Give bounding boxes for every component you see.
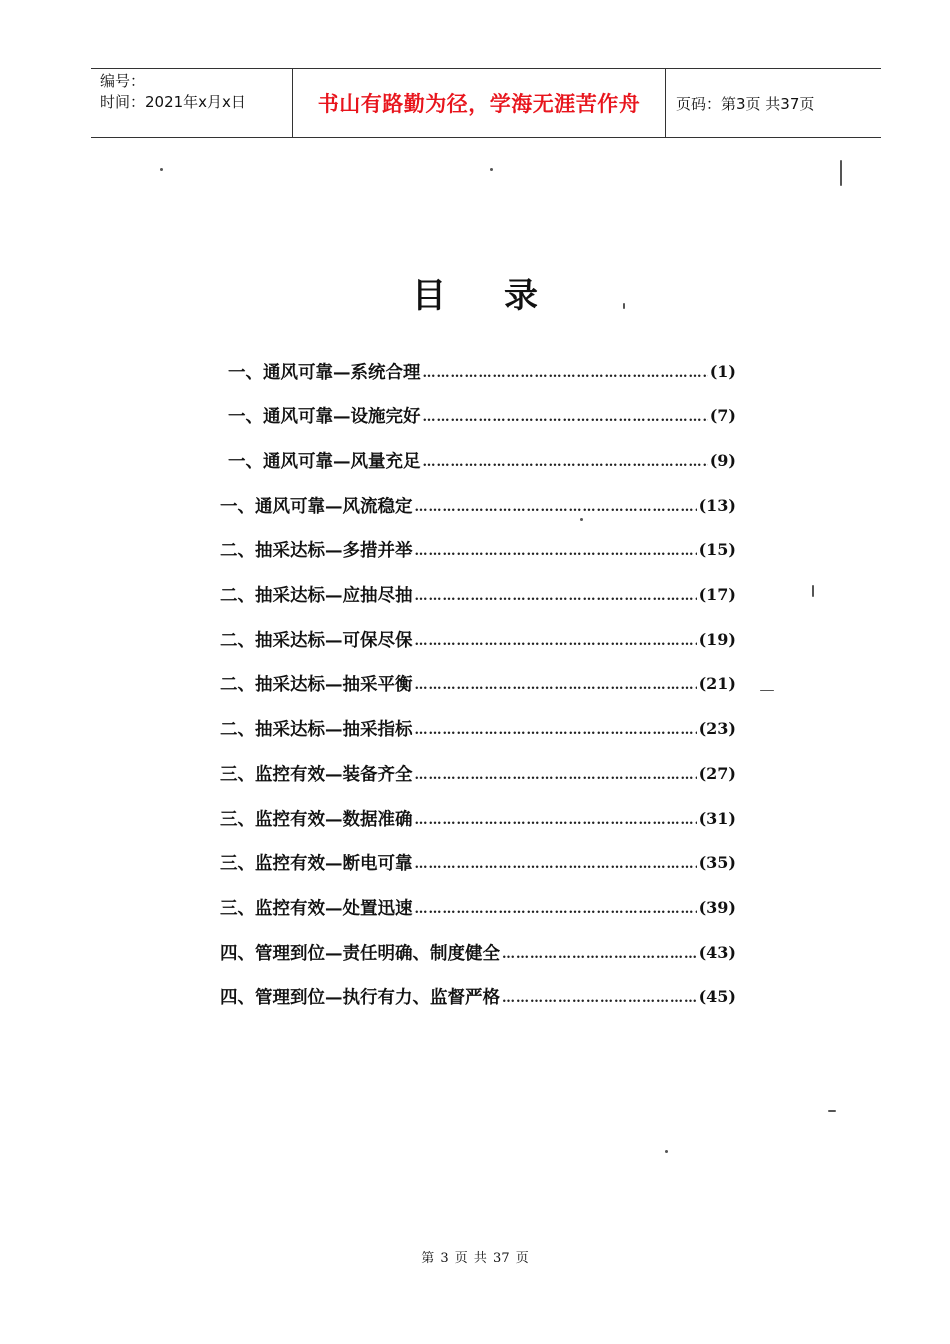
toc-entry	[220, 668, 736, 700]
scan-speck	[490, 168, 493, 171]
toc-entry-page: (15)	[698, 540, 736, 560]
toc-leader-dots	[415, 857, 697, 872]
toc-leader-dots	[415, 589, 697, 604]
toc-entry-label: 三、监控有效—装备齐全	[220, 764, 413, 785]
toc-leader-dots	[415, 723, 697, 738]
scan-speck	[160, 168, 163, 171]
toc-entry-page: (17)	[698, 585, 736, 604]
toc-entry-page: (13)	[698, 495, 736, 515]
toc-entry-page: (21)	[698, 674, 736, 694]
toc-entry-label: 二、抽采达标—可保尽保	[220, 630, 413, 651]
toc-title: 目录	[412, 276, 596, 316]
toc-leader-dots	[415, 634, 697, 649]
document-header	[91, 68, 881, 138]
toc-leader-dots	[415, 544, 697, 559]
toc-entry-label: 二、抽采达标—应抽尽抽	[220, 586, 413, 606]
toc-leader-dots	[415, 768, 697, 783]
toc-entry	[220, 355, 736, 387]
scan-speck	[828, 1110, 836, 1112]
toc-entry	[220, 713, 736, 745]
toc-entry	[220, 802, 736, 834]
toc-leader-dots	[423, 455, 708, 470]
toc-entry-page: (35)	[698, 853, 736, 873]
toc-entry	[220, 400, 736, 432]
toc-entry-label: 一、通风可靠—风流稳定	[220, 496, 413, 517]
toc-entry-label: 四、管理到位—执行有力、监督严格	[220, 988, 500, 1009]
toc-leader-dots	[423, 366, 708, 381]
toc-entry-page: (23)	[698, 719, 736, 739]
toc-entry-page: (45)	[698, 987, 736, 1007]
toc-entry-label: 一、通风可靠—系统合理	[228, 362, 421, 383]
toc-entry	[220, 623, 736, 655]
toc-leader-dots	[423, 410, 708, 425]
scan-speck	[812, 585, 814, 597]
page-info: 页码：第3页 共37页	[676, 94, 815, 113]
motto-text: 书山有路勤为径，学海无涯苦作舟	[317, 91, 641, 116]
toc-entry-label: 一、通风可靠—设施完好	[228, 407, 421, 428]
scan-speck	[623, 303, 625, 309]
scan-speck	[840, 160, 842, 186]
page-footer: 第 3 页 共 37 页	[421, 1251, 529, 1266]
toc-entry-label: 三、监控有效—断电可靠	[220, 854, 413, 875]
toc-entry-page: (31)	[698, 808, 736, 828]
document-date: 时间：2021年x月x日	[100, 93, 246, 111]
toc-entry-label: 四、管理到位—责任明确、制度健全	[220, 943, 500, 964]
toc-entry-page: (19)	[698, 629, 736, 649]
toc-leader-dots	[415, 678, 697, 693]
scan-speck	[665, 1150, 668, 1153]
toc-entry-label: 三、监控有效—处置迅速	[220, 898, 413, 919]
toc-leader-dots	[415, 500, 697, 515]
toc-leader-dots	[502, 991, 697, 1006]
toc-entry-page: (7)	[709, 406, 736, 426]
toc-entry	[220, 489, 736, 521]
toc-entry	[220, 579, 736, 611]
toc-entry	[220, 757, 736, 789]
toc-entry-page: (43)	[698, 942, 736, 962]
toc-entry-label: 三、监控有效—数据准确	[220, 809, 413, 830]
toc-entry-page: (9)	[709, 450, 736, 470]
toc-entry	[220, 534, 736, 566]
toc-entry-label: 二、抽采达标—多措并举	[220, 541, 413, 562]
toc-leader-dots	[415, 902, 697, 917]
toc-leader-dots	[415, 813, 697, 828]
scan-speck	[760, 690, 774, 691]
header-meta-cell	[91, 69, 293, 137]
header-motto-cell	[293, 69, 666, 137]
toc-entry	[220, 847, 736, 879]
toc-entry-label: 二、抽采达标—抽采指标	[220, 720, 413, 741]
document-number-label: 编号：	[100, 72, 146, 90]
toc-entry-page: (1)	[709, 361, 736, 381]
toc-entry-page: (27)	[698, 763, 736, 783]
toc-entry	[220, 981, 736, 1013]
toc-leader-dots	[502, 947, 697, 962]
header-page-cell	[666, 69, 881, 137]
scan-speck	[580, 518, 583, 521]
toc-entry-label: 二、抽采达标—抽采平衡	[220, 675, 413, 696]
toc-entry	[220, 936, 736, 968]
toc-entry-label: 一、通风可靠—风量充足	[228, 451, 421, 472]
toc-entry	[220, 444, 736, 476]
toc-entry-page: (39)	[698, 897, 736, 917]
toc-entry	[220, 891, 736, 923]
